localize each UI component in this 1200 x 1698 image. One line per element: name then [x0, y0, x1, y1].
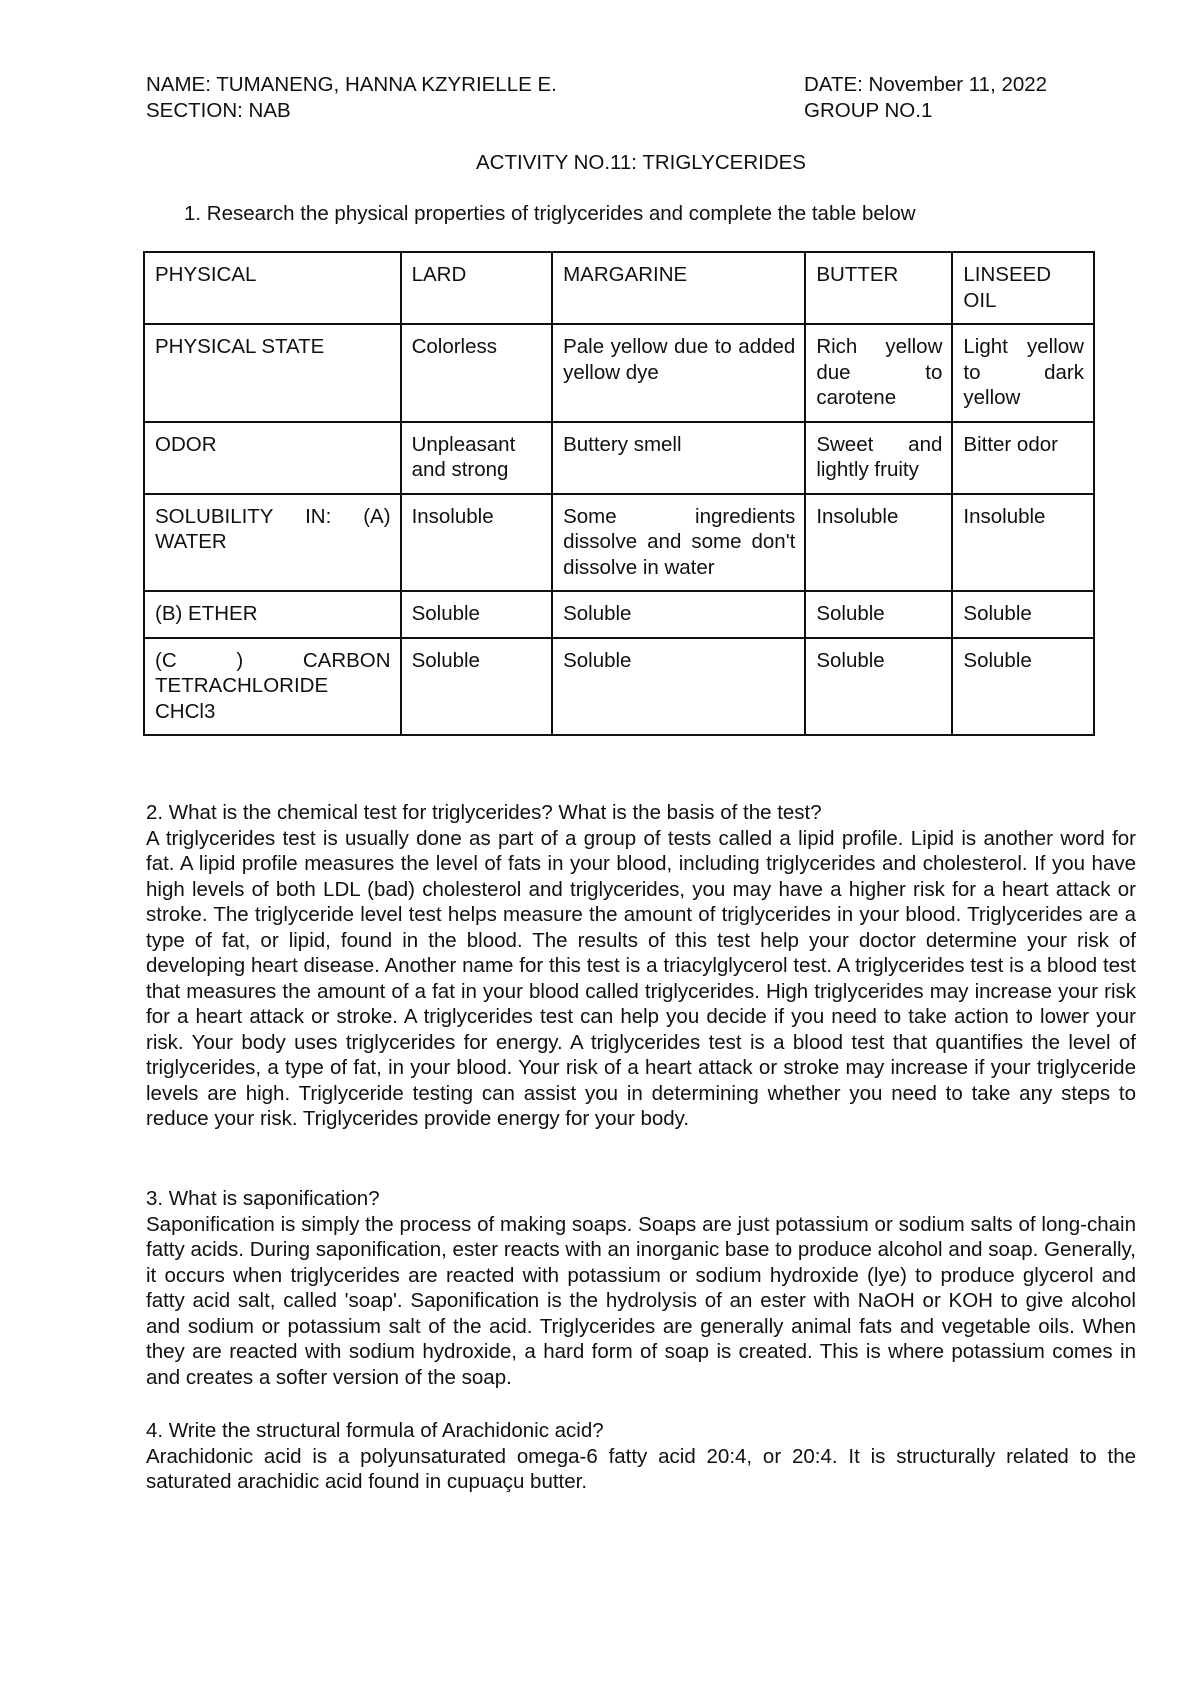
answer-4: Arachidonic acid is a polyunsaturated omega-6 fatty acid 20:4, or 20:4. It is structurally related to the saturated arachidic acid found in cupuaçu butter. [146, 1444, 1136, 1493]
table-cell: Bitter odor [952, 422, 1094, 494]
date: DATE: November 11, 2022 [804, 73, 1048, 96]
table-row [144, 638, 1094, 736]
table-cell: Soluble [401, 638, 553, 736]
table-header-cell: LARD [401, 252, 553, 324]
table-cell: Insoluble [401, 494, 553, 592]
table-cell: Soluble [805, 638, 952, 736]
table-cell: Some ingredients dissolve and some don't dissolve in water [552, 494, 805, 592]
question-4: 4. Write the structural formula of Arachidonic acid? [146, 1419, 604, 1442]
table-cell: Insoluble [805, 494, 952, 592]
table-row [144, 324, 1094, 422]
table-cell: Light yellow to dark yellow [952, 324, 1094, 422]
table-header-cell: PHYSICAL [144, 252, 401, 324]
table-cell: ODOR [144, 422, 401, 494]
table-cell: Colorless [401, 324, 553, 422]
table-row [144, 591, 1094, 638]
table-cell: SOLUBILITY IN: (A) WATER [144, 494, 401, 592]
question-2: 2. What is the chemical test for triglycerides? What is the basis of the test? [146, 801, 822, 824]
table-header-cell: BUTTER [805, 252, 952, 324]
table-cell: Sweet and lightly fruity [805, 422, 952, 494]
header-row-2 [146, 98, 1076, 124]
table-cell: Soluble [552, 591, 805, 638]
table-cell: Soluble [952, 638, 1094, 736]
question-3: 3. What is saponification? [146, 1187, 380, 1210]
group-number: GROUP NO.1 [804, 99, 933, 122]
table-cell: Rich yellow due to carotene [805, 324, 952, 422]
table-header-row [144, 252, 1094, 324]
table-cell: Soluble [401, 591, 553, 638]
question-4-section [146, 1418, 1136, 1495]
table-header-cell: MARGARINE [552, 252, 805, 324]
table-cell: (C ) CARBON TETRACHLORIDE CHCl3 [144, 638, 401, 736]
table-cell: Soluble [805, 591, 952, 638]
table-cell: Pale yellow due to added yellow dye [552, 324, 805, 422]
table-cell: Unpleasant and strong [401, 422, 553, 494]
question-3-section [146, 1186, 1136, 1390]
section: SECTION: NAB [146, 99, 291, 122]
question-2-section [146, 800, 1136, 1132]
table-cell: Insoluble [952, 494, 1094, 592]
table-cell: Soluble [552, 638, 805, 736]
answer-2: A triglycerides test is usually done as part of a group of tests called a lipid profile. Lipid is another word for fat. A lipid profile measures the level of fats in your blood, including triglycerides and cholesterol. If you have high levels of both LDL (bad) cholesterol and triglycerides, you may have a higher risk for a heart attack or stroke. The triglyceride level test helps measure the amount of triglycerides in your blood. Triglycerides are a type of fat, or lipid, found in the blood. The results of this test help your doctor determine your risk of developing heart disease. Another name for this test is a triacylglycerol test. A triglycerides test is a blood test that measures the amount of a fat in your blood called triglycerides. High triglycerides may increase your risk for a heart attack or stroke. A triglycerides test can help you decide if you need to take action to lower your risk. Your body uses triglycerides for energy. A triglycerides test is a blood test that quantifies the level of triglycerides, a type of fat, in your blood. Your risk of a heart attack or stroke may increase if your triglyceride levels are high. Triglyceride testing can assist you in determining whether you need to take any steps to reduce your risk. Triglycerides provide energy for your body. [146, 826, 1136, 1130]
properties-table [143, 251, 1095, 736]
student-name: NAME: TUMANENG, HANNA KZYRIELLE E. [146, 73, 557, 96]
table-row [144, 422, 1094, 494]
table-row [144, 494, 1094, 592]
activity-title: ACTIVITY NO.11: TRIGLYCERIDES [476, 151, 806, 174]
document-header [146, 72, 1076, 124]
table-cell: PHYSICAL STATE [144, 324, 401, 422]
table-cell: Buttery smell [552, 422, 805, 494]
table-header-cell: LINSEED OIL [952, 252, 1094, 324]
table-cell: Soluble [952, 591, 1094, 638]
table-cell: (B) ETHER [144, 591, 401, 638]
question-1: 1. Research the physical properties of triglycerides and complete the table below [184, 202, 916, 225]
header-row-1 [146, 72, 1076, 98]
answer-3: Saponification is simply the process of making soaps. Soaps are just potassium or sodium salts of long-chain fatty acids. During saponification, ester reacts with an inorganic base to produce alcohol and soap. Generally, it occurs when triglycerides are reacted with potassium or sodium hydroxide (lye) to produce glycerol and fatty acid salt, called 'soap'. Saponification is the hydrolysis of an ester with NaOH or KOH to give alcohol and sodium or potassium salt of the acid. Triglycerides are generally animal fats and vegetable oils. When they are reacted with sodium hydroxide, a hard form of soap is created. This is where potassium comes in and creates a softer version of the soap. [146, 1212, 1136, 1389]
